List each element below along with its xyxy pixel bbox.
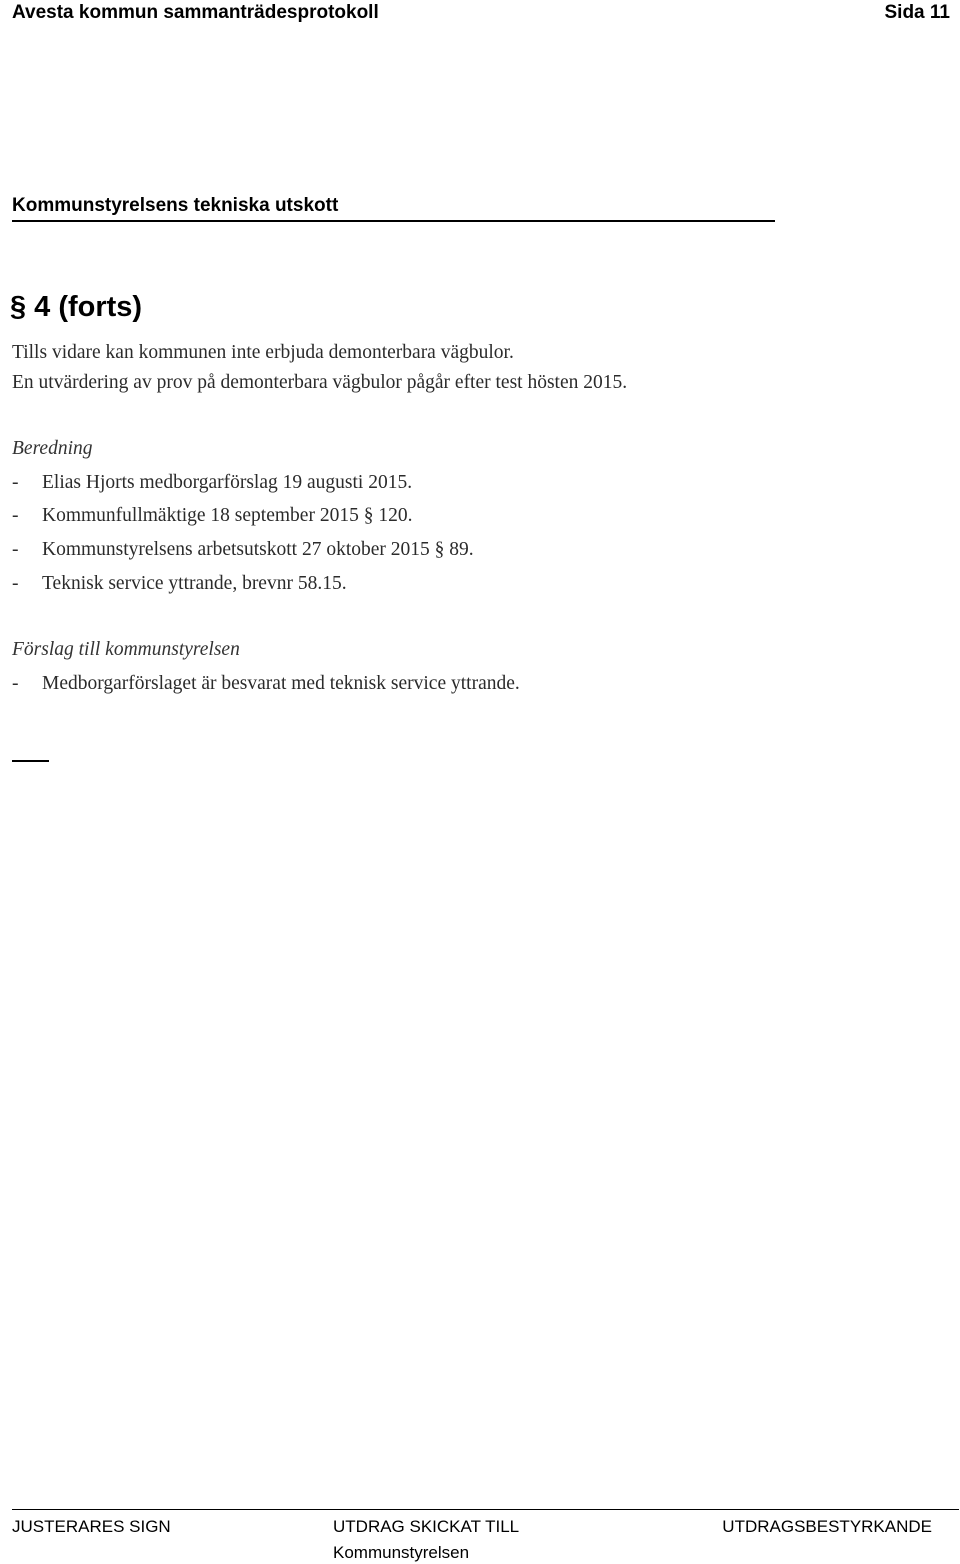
intro-paragraph-line: Tills vidare kan kommunen inte erbjuda demonterbara vägbulor.: [12, 342, 514, 363]
list-item-text: Elias Hjorts medborgarförslag 19 augusti 2015.: [42, 472, 413, 493]
beredning-list-item: [12, 573, 347, 595]
forslag-heading: Förslag till kommunstyrelsen: [12, 639, 240, 660]
list-dash: -: [12, 573, 19, 594]
list-item-text: Kommunstyrelsens arbetsutskott 27 oktober 2015: [42, 539, 430, 560]
committee-underline: [12, 220, 775, 222]
list-dash: -: [12, 505, 19, 526]
list-dash: -: [12, 539, 19, 560]
paragraph-number: 120.: [378, 505, 413, 526]
section-symbol: §: [10, 291, 27, 323]
page-number: Sida 11: [884, 2, 950, 23]
footer-sign-label: JUSTERARES SIGN: [12, 1517, 171, 1536]
list-dash: -: [12, 472, 19, 493]
forslag-list-item: [12, 673, 520, 695]
section-heading: [10, 291, 142, 324]
footer-utdrag-label: UTDRAG SKICKAT TILL: [333, 1517, 520, 1536]
footer-divider: [12, 1509, 959, 1510]
section-title: 4 (forts): [34, 291, 143, 323]
paragraph-number: 89.: [449, 539, 474, 560]
committee-heading: Kommunstyrelsens tekniska utskott: [12, 195, 339, 216]
paragraph-symbol: §: [363, 505, 374, 526]
beredning-heading: Beredning: [12, 438, 93, 459]
footer-recipient: Kommunstyrelsen: [333, 1543, 470, 1562]
list-item-text: Kommunfullmäktige 18 september 2015: [42, 505, 359, 526]
intro-paragraph-line: En utvärdering av prov på demonterbara vägbulor pågår efter test hösten 2015.: [12, 372, 628, 393]
beredning-list-item: [12, 472, 412, 494]
beredning-list-item: [12, 539, 474, 561]
paragraph-symbol: §: [434, 539, 445, 560]
document-title: Avesta kommun sammanträdesprotokoll: [12, 2, 379, 23]
footer-certify-label: UTDRAGSBESTYRKANDE: [722, 1517, 932, 1536]
end-of-section-mark: [12, 760, 49, 762]
list-dash: -: [12, 673, 19, 694]
beredning-list-item: [12, 505, 412, 527]
list-item-text: Teknisk service yttrande, brevnr 58.15.: [42, 573, 347, 594]
list-item-text: Medborgarförslaget är besvarat med teknisk service yttrande.: [42, 673, 520, 694]
